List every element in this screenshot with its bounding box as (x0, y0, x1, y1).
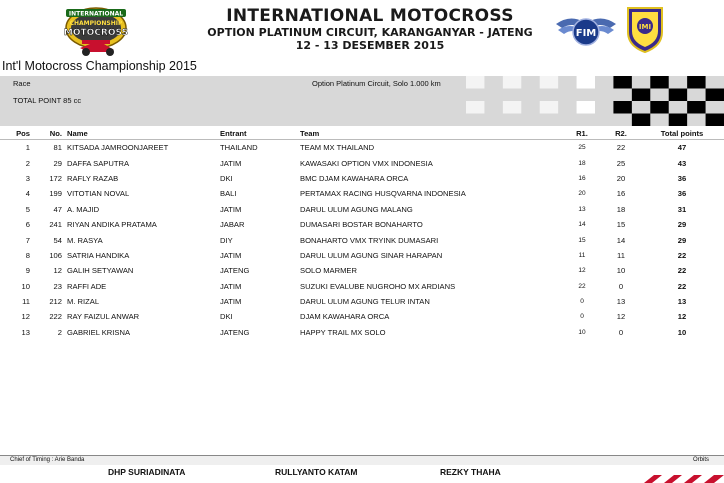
cell-no: 47 (53, 204, 62, 214)
cell-name: A. MAJID (67, 204, 100, 214)
header-dates: 12 - 13 DESEMBER 2015 (295, 39, 445, 52)
checker-square (650, 101, 668, 114)
cell-pos: 10 (21, 281, 30, 291)
cell-name: RAFFI ADE (67, 281, 107, 291)
table-header-row (0, 128, 724, 140)
cell-pos: 4 (25, 189, 30, 199)
cell-total: 22 (677, 281, 687, 291)
cell-r2: 11 (617, 250, 625, 260)
results-table (0, 128, 724, 340)
cell-entrant: BALI (220, 189, 237, 199)
fim-logo (554, 10, 618, 50)
cell-pos: 5 (25, 204, 30, 214)
cell-r2: 25 (616, 158, 626, 168)
cell-entrant: DIY (220, 235, 233, 245)
cell-no: 23 (53, 281, 62, 291)
checkered-flag-pattern (466, 76, 724, 126)
signatory-2: RULLYANTO KATAM (275, 467, 358, 477)
cell-no: 81 (53, 143, 62, 153)
logo-left-line3: MOTOCROSS (63, 28, 129, 38)
checker-square (632, 89, 650, 102)
cell-name: RAY FAIZUL ANWAR (67, 312, 140, 322)
table-row (0, 263, 724, 278)
cell-team: TEAM MX THAILAND (300, 143, 375, 153)
col-header-name: Name (67, 128, 220, 140)
cell-team: BONAHARTO VMX TRYINK DUMASARI (300, 235, 439, 245)
cell-team: DARUL ULUM AGUNG TELUR INTAN (300, 297, 430, 307)
cell-total: 36 (677, 189, 687, 199)
checker-square (466, 76, 484, 89)
cell-r1: 16 (578, 174, 586, 182)
fim-logo-text: FIM (575, 28, 597, 39)
col-header-r1: R1. (562, 128, 602, 140)
header-subtitle: OPTION PLATINUM CIRCUIT, KARANGANYAR - JATENG (207, 26, 533, 39)
cell-entrant: JATENG (220, 327, 250, 337)
cell-pos: 12 (21, 312, 30, 322)
cell-entrant: JATIM (220, 250, 242, 260)
checker-square (669, 89, 687, 102)
logo-left-line1: INTERNATIONAL (68, 10, 124, 18)
col-header-total: Total points (640, 128, 724, 140)
cell-name: SATRIA HANDIKA (67, 250, 130, 260)
cell-no: 199 (49, 189, 62, 199)
footer-bar (0, 456, 724, 465)
table-row (0, 202, 724, 217)
cell-no: 29 (53, 158, 62, 168)
cell-pos: 11 (22, 297, 30, 307)
cell-entrant: DKI (220, 312, 233, 322)
cell-team: KAWASAKI OPTION VMX INDONESIA (300, 158, 433, 168)
header-title: INTERNATIONAL MOTOCROSS (226, 6, 514, 26)
cell-total: 10 (677, 327, 687, 337)
cell-pos: 2 (25, 158, 30, 168)
cell-r1: 14 (578, 221, 586, 229)
checker-square (540, 76, 558, 89)
cell-entrant: JATIM (220, 281, 242, 291)
checker-square (687, 76, 705, 89)
checker-square (577, 76, 595, 89)
cell-pos: 3 (25, 173, 30, 183)
cell-total: 29 (677, 235, 687, 245)
logo-left-line2: CHAMPIONSHIP (69, 20, 123, 27)
cell-total: 13 (677, 297, 687, 307)
cell-no: 2 (57, 327, 62, 337)
cell-name: VITOTIAN NOVAL (67, 189, 130, 199)
cell-r2: 20 (616, 173, 626, 183)
cell-name: DAFFA SAPUTRA (67, 158, 130, 168)
cell-pos: 9 (25, 266, 30, 276)
cell-name: KITSADA JAMROONJAREET (67, 143, 169, 153)
cell-no: 12 (53, 266, 62, 276)
cell-r1: 13 (578, 205, 586, 213)
cell-no: 172 (49, 173, 62, 183)
table-row (0, 294, 724, 309)
cell-r2: 15 (616, 220, 626, 230)
cell-entrant: JATENG (220, 266, 250, 276)
checker-square (540, 101, 558, 114)
cell-r2: 18 (616, 204, 626, 214)
col-header-no: No. (40, 128, 67, 140)
cell-pos: 6 (25, 220, 30, 230)
col-header-pos: Pos (0, 128, 40, 140)
cell-r2: 16 (616, 189, 626, 199)
table-row (0, 186, 724, 201)
cell-team: DJAM KAWAHARA ORCA (300, 312, 390, 322)
cell-pos: 13 (21, 327, 30, 337)
page-title: Int'l Motocross Championship 2015 (2, 59, 197, 73)
class-label: TOTAL POINT 85 cc (13, 96, 82, 105)
checker-square (503, 76, 521, 89)
cell-pos: 1 (25, 143, 30, 153)
table-row (0, 217, 724, 232)
col-header-r2: R2. (602, 128, 640, 140)
cell-team: SUZUKI EVALUBE NUGROHO MX ARDIANS (300, 281, 456, 291)
cell-team: BMC DJAM KAWAHARA ORCA (300, 173, 409, 183)
table-row (0, 279, 724, 294)
cell-r2: 22 (616, 143, 626, 153)
table-row (0, 171, 724, 186)
table-row (0, 140, 724, 156)
checker-square (577, 101, 595, 114)
cell-name: GABRIEL KRISNA (67, 327, 131, 337)
cell-total: 47 (677, 143, 687, 153)
cell-name: M. RIZAL (67, 297, 100, 307)
col-header-team: Team (300, 128, 562, 140)
cell-total: 12 (677, 312, 687, 322)
col-header-entrant: Entrant (220, 128, 300, 140)
cell-pos: 7 (25, 235, 30, 245)
cell-r2: 12 (616, 312, 626, 322)
checker-square (650, 76, 668, 89)
cell-name: GALIH SETYAWAN (67, 266, 134, 276)
motocross-logo (60, 4, 132, 58)
cell-name: RIYAN ANDIKA PRATAMA (67, 220, 157, 230)
cell-team: DARUL ULUM AGUNG SINAR HARAPAN (300, 250, 443, 260)
checker-square (613, 101, 631, 114)
circuit-label: Option Platinum Circuit, Solo 1.000 km (312, 79, 441, 88)
cell-r1: 20 (578, 190, 586, 198)
cell-entrant: DKI (220, 173, 233, 183)
cell-name: RAFLY RAZAB (67, 173, 119, 183)
cell-entrant: JATIM (220, 204, 242, 214)
signatory-3: REZKY THAHA (440, 467, 501, 477)
cell-r1: 18 (578, 159, 586, 167)
cell-r2: 0 (618, 327, 624, 337)
imi-logo (624, 4, 666, 54)
cell-r2: 14 (616, 235, 626, 245)
checker-square (706, 89, 724, 102)
red-stripe-decoration (634, 475, 724, 483)
cell-name: M. RASYA (67, 235, 103, 245)
cell-total: 22 (677, 266, 687, 276)
cell-total: 36 (677, 173, 687, 183)
cell-total: 22 (677, 250, 687, 260)
checker-square (503, 101, 521, 114)
checker-square (687, 101, 705, 114)
cell-no: 54 (53, 235, 62, 245)
table-row (0, 325, 724, 340)
table-row (0, 232, 724, 247)
cell-entrant: JATIM (220, 297, 242, 307)
table-row (0, 309, 724, 324)
cell-team: DARUL ULUM AGUNG MALANG (300, 204, 413, 214)
cell-team: PERTAMAX RACING HUSQVARNA INDONESIA (300, 189, 466, 199)
cell-pos: 8 (25, 250, 30, 260)
table-row (0, 155, 724, 170)
cell-r1: 0 (580, 298, 584, 306)
cell-total: 31 (677, 204, 687, 214)
checker-square (706, 114, 724, 127)
cell-r1: 11 (578, 251, 586, 259)
cell-r1: 10 (578, 328, 586, 336)
cell-no: 212 (49, 297, 62, 307)
chief-of-timing: Chief of Timing : Arie Banda (10, 457, 85, 463)
cell-entrant: JABAR (220, 220, 245, 230)
header (0, 0, 724, 58)
cell-team: DUMASARI BOSTAR BONAHARTO (300, 220, 423, 230)
cell-r1: 0 (580, 313, 584, 321)
checker-square (632, 114, 650, 127)
cell-no: 241 (49, 220, 62, 230)
cell-r2: 0 (618, 281, 624, 291)
orbits-label: Orbits (692, 457, 709, 463)
race-label: Race (13, 79, 31, 88)
cell-total: 29 (677, 220, 687, 230)
imi-logo-text: IMI (638, 23, 652, 31)
cell-r1: 22 (578, 282, 586, 290)
cell-r1: 12 (578, 267, 586, 275)
cell-entrant: JATIM (220, 158, 242, 168)
cell-team: SOLO MARMER (300, 266, 357, 276)
cell-total: 43 (677, 158, 687, 168)
checker-square (613, 76, 631, 89)
checker-square (466, 101, 484, 114)
signatory-1: DHP SURIADINATA (108, 467, 186, 477)
table-row (0, 248, 724, 263)
cell-r2: 10 (616, 266, 626, 276)
cell-r1: 15 (578, 236, 586, 244)
cell-entrant: THAILAND (220, 143, 258, 153)
checker-square (669, 114, 687, 127)
cell-no: 106 (49, 250, 62, 260)
cell-team: HAPPY TRAIL MX SOLO (300, 327, 386, 337)
cell-no: 222 (49, 312, 62, 322)
cell-r1: 25 (578, 144, 586, 152)
cell-r2: 13 (616, 297, 626, 307)
